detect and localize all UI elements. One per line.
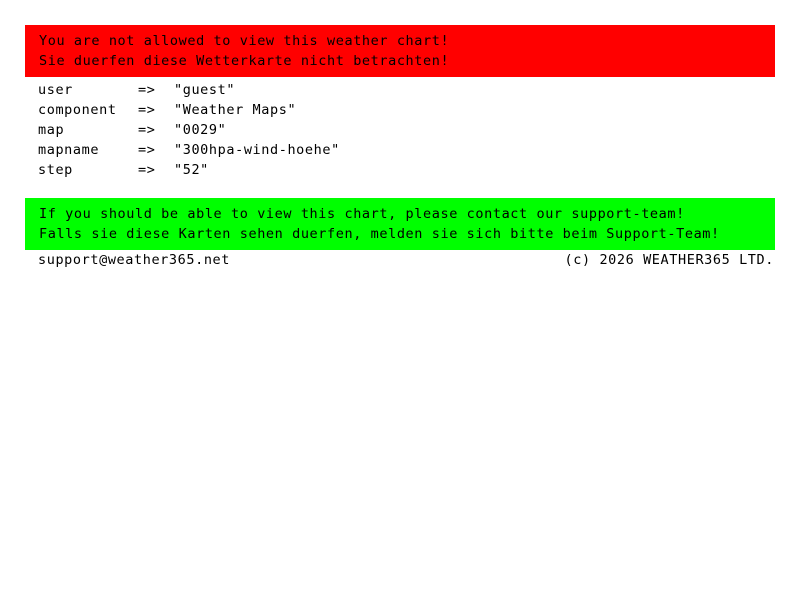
error-banner <box>25 25 775 77</box>
error-banner-line-en: You are not allowed to view this weather chart! <box>39 33 450 49</box>
parameter-value: "52" <box>174 162 209 178</box>
parameter-arrow: => <box>138 82 156 98</box>
parameter-arrow: => <box>138 122 156 138</box>
parameter-arrow: => <box>138 142 156 158</box>
parameter-value: "300hpa-wind-hoehe" <box>174 142 340 158</box>
info-banner-line-en: If you should be able to view this chart, please contact our support-team! <box>39 206 685 222</box>
parameter-arrow: => <box>138 102 156 118</box>
parameter-row-mapname <box>38 140 340 160</box>
parameter-key: step <box>38 162 73 178</box>
info-banner <box>25 198 775 250</box>
parameter-row-map <box>38 120 340 140</box>
error-banner-line-de: Sie duerfen diese Wetterkarte nicht betrachten! <box>39 53 450 69</box>
parameter-arrow: => <box>138 162 156 178</box>
parameter-key: component <box>38 102 117 118</box>
footer <box>38 250 774 270</box>
info-banner-line-de: Falls sie diese Karten sehen duerfen, melden sie sich bitte beim Support-Team! <box>39 226 720 242</box>
parameter-row-step <box>38 160 340 180</box>
parameter-list <box>38 80 340 180</box>
parameter-key: map <box>38 122 65 138</box>
parameter-value: "0029" <box>174 122 227 138</box>
parameter-value: "guest" <box>174 82 236 98</box>
parameter-key: user <box>38 82 73 98</box>
parameter-row-user <box>38 80 340 100</box>
copyright-text: (c) 2026 WEATHER365 LTD. <box>564 252 774 268</box>
parameter-key: mapname <box>38 142 100 158</box>
parameter-value: "Weather Maps" <box>174 102 297 118</box>
parameter-row-component <box>38 100 340 120</box>
support-email-link[interactable]: support@weather365.net <box>38 252 231 268</box>
